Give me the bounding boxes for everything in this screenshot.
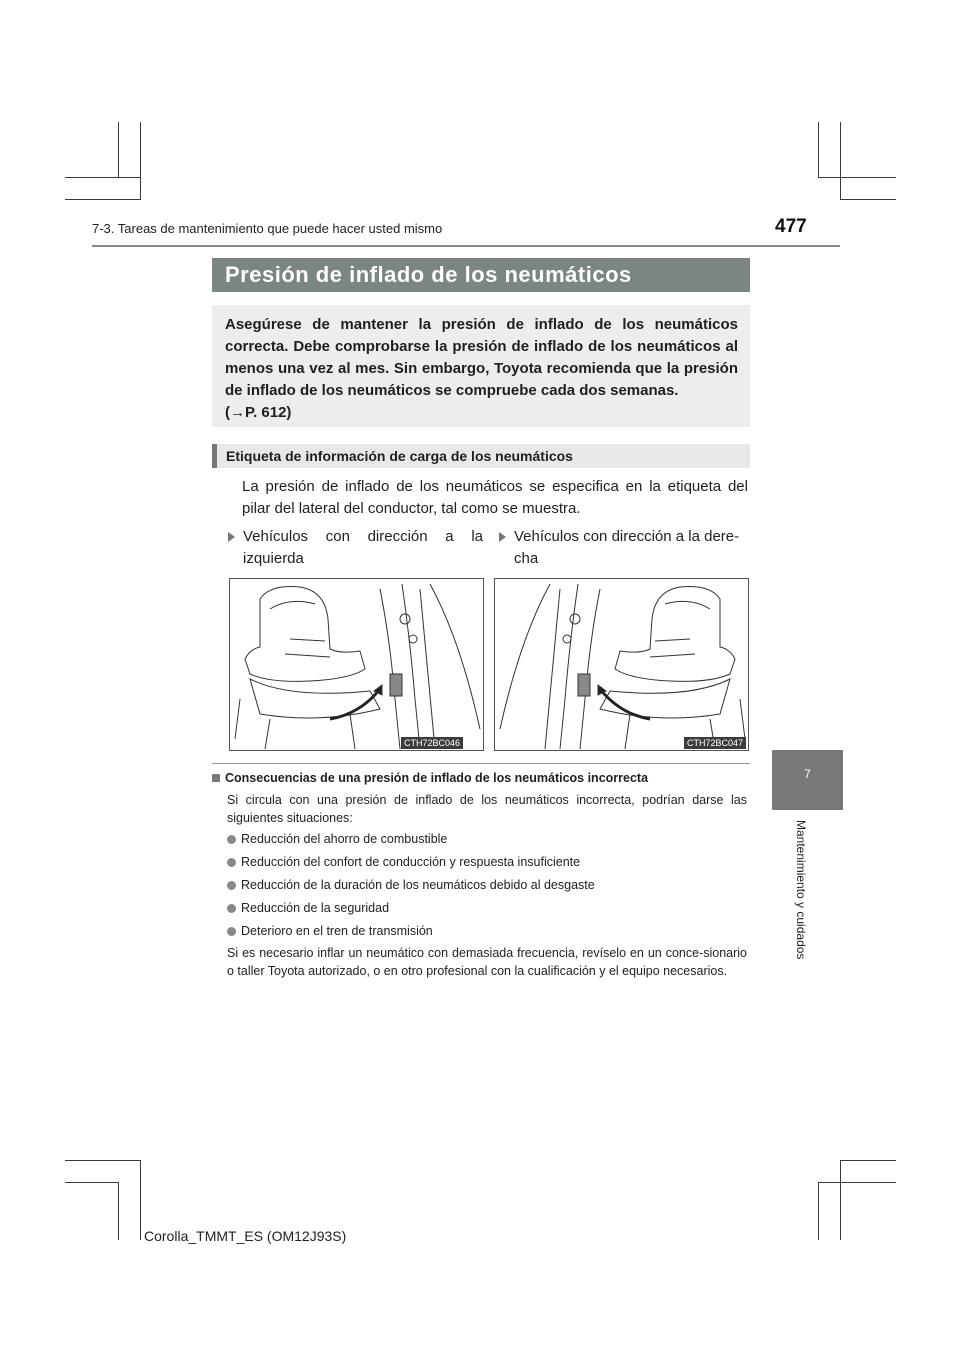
crop-mark bbox=[840, 1160, 841, 1240]
note-item: Reducción del confort de conducción y respuesta insuficiente bbox=[227, 853, 747, 871]
note-item: Reducción de la seguridad bbox=[227, 899, 747, 917]
crop-mark bbox=[65, 177, 141, 178]
bullet-right-text: Vehículos con dirección a la dere-cha bbox=[514, 528, 740, 567]
bullet-left bbox=[228, 526, 483, 570]
crop-mark bbox=[140, 122, 141, 200]
note-heading-text: Consecuencias de una presión de inflado de los neumáticos incorrecta bbox=[225, 771, 649, 785]
chapter-number: 7 bbox=[804, 767, 811, 781]
crop-mark bbox=[840, 122, 841, 200]
crop-mark bbox=[840, 199, 896, 200]
intro-box bbox=[212, 305, 750, 427]
crop-mark bbox=[140, 1160, 141, 1240]
crop-mark bbox=[818, 1182, 896, 1183]
bullet-right bbox=[499, 526, 749, 570]
note-lead: Si circula con una presión de inflado de los neumáticos incorrecta, podrían darse las siguientes situaciones: bbox=[227, 793, 747, 825]
crop-mark bbox=[818, 122, 819, 177]
subheading: Etiqueta de información de carga de los neumáticos bbox=[212, 444, 750, 468]
circle-bullet-icon bbox=[227, 904, 236, 913]
note-closing: Si es necesario inflar un neumático con demasiada frecuencia, revíselo en un conce-sionario o taller Toyota autorizado, o en otro profesional con la cualificación y el equipo necesarios. bbox=[227, 946, 747, 978]
crop-mark bbox=[65, 1182, 119, 1183]
note-heading bbox=[212, 771, 750, 785]
footer-doc-id: Corolla_TMMT_ES (OM12J93S) bbox=[144, 1228, 347, 1244]
crop-mark bbox=[118, 122, 119, 177]
circle-bullet-icon bbox=[227, 835, 236, 844]
figure-left-hand-drive bbox=[229, 578, 484, 751]
crop-mark bbox=[840, 1160, 896, 1161]
figure-code-right: CTH72BC047 bbox=[684, 737, 746, 749]
intro-reference: (→P. 612) bbox=[225, 404, 292, 421]
circle-bullet-icon bbox=[227, 927, 236, 936]
seat-pillar-illustration bbox=[230, 579, 484, 751]
page-title: Presión de inflado de los neumáticos bbox=[212, 258, 750, 292]
figure-right-hand-drive bbox=[494, 578, 749, 751]
crop-mark bbox=[118, 1182, 119, 1240]
page-number: 477 bbox=[775, 216, 807, 237]
section-header: 7-3. Tareas de mantenimiento que puede hacer usted mismo bbox=[92, 221, 443, 236]
crop-mark bbox=[65, 199, 141, 200]
triangle-bullet-icon bbox=[499, 532, 506, 542]
body-paragraph: La presión de inflado de los neumáticos se especifica en la etiqueta del pilar del lateral del conductor, tal como se muestra. bbox=[242, 478, 748, 517]
crop-mark bbox=[65, 1160, 141, 1161]
note-item: Reducción de la duración de los neumáticos debido al desgaste bbox=[227, 876, 747, 894]
circle-bullet-icon bbox=[227, 858, 236, 867]
note-divider bbox=[212, 763, 750, 764]
note-item: Reducción del ahorro de combustible bbox=[227, 830, 747, 848]
crop-mark bbox=[818, 1182, 819, 1240]
crop-mark bbox=[818, 177, 896, 178]
chapter-title: Mantenimiento y cuidados bbox=[794, 820, 808, 960]
square-bullet-icon bbox=[212, 774, 220, 782]
seat-pillar-illustration bbox=[495, 579, 749, 751]
figure-code-left: CTH72BC046 bbox=[401, 737, 463, 749]
intro-text: Asegúrese de mantener la presión de inflado de los neumáticos correcta. Debe comprobarse la presión de inflado de los neumáticos al menos una vez al mes. Sin embargo, Toyota recomienda que la presión de inflado de los neumáticos se compruebe cada dos semanas. bbox=[225, 316, 738, 399]
note-item: Deterioro en el tren de transmisión bbox=[227, 922, 747, 940]
header-divider bbox=[92, 245, 840, 247]
triangle-bullet-icon bbox=[228, 532, 235, 542]
bullet-left-text: Vehículos con dirección a la izquierda bbox=[243, 528, 483, 567]
circle-bullet-icon bbox=[227, 881, 236, 890]
